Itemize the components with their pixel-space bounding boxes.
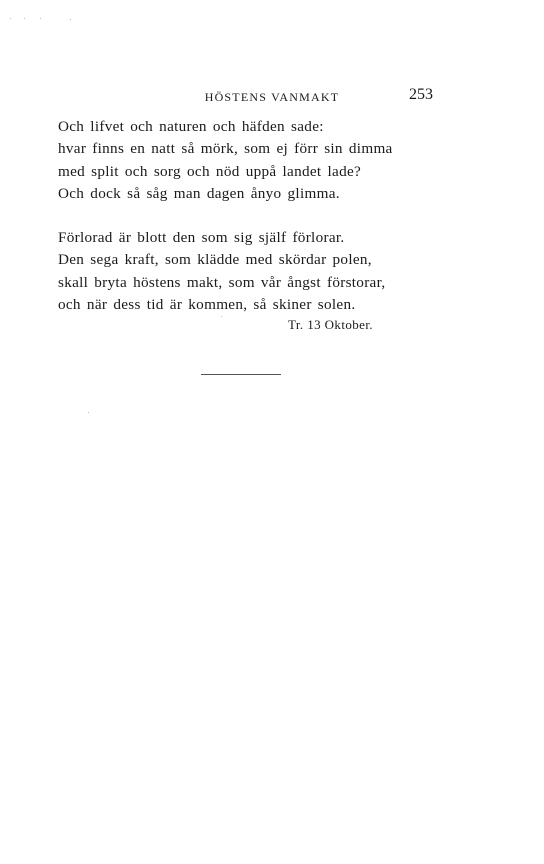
poem-line: Och lifvet och naturen och häfden sade: [58, 118, 324, 135]
poem-signature: Tr. 13 Oktober. [288, 317, 373, 332]
paper-speck [70, 19, 71, 20]
paper-speck [24, 18, 25, 19]
poem-line: hvar finns en natt så mörk, som ej förr sin dimma [58, 140, 393, 158]
poem-line: med split och sorg och nöd uppå landet lade? [58, 162, 362, 180]
poem-line: och när dess tid är kommen, så skiner solen. [58, 295, 356, 313]
poem-line: Och dock så såg man dagen ånyo glimma. [58, 184, 340, 202]
end-rule [201, 374, 281, 375]
paper-speck [40, 18, 41, 19]
stanza-1 [58, 116, 458, 205]
paper-speck [88, 412, 89, 413]
running-title: HÖSTENS VANMAKT [204, 90, 340, 104]
stanza-2 [58, 227, 458, 316]
poem-line: Den sega kraft, som klädde med skördar polen, [58, 251, 372, 269]
poem-line: skall bryta höstens makt, som vår ångst förstorar, [58, 273, 386, 291]
page-number: 253 [409, 86, 433, 103]
poem-line: Förlorad är blott den som sig själf förlorar. [58, 229, 345, 246]
paper-speck [221, 316, 222, 317]
paper-speck [10, 18, 11, 19]
